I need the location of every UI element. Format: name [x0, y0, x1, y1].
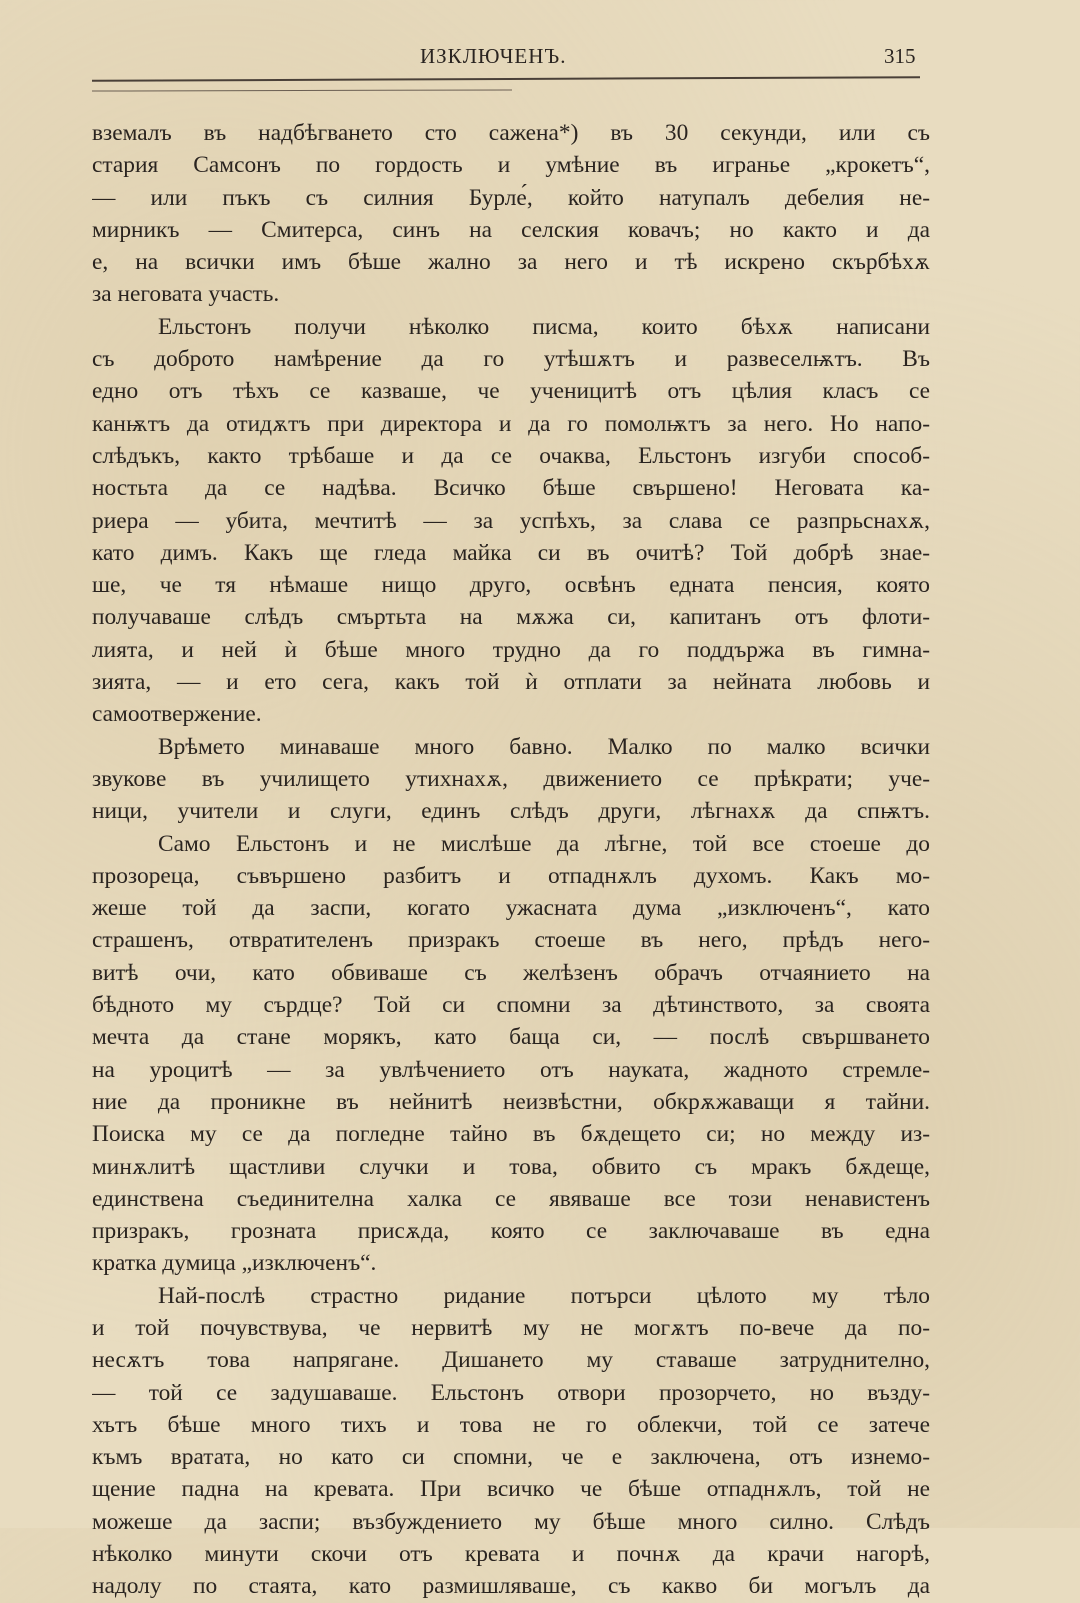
- text-line: бѣдното му сърдце? Той си спомни за дѣтинството, за своята: [92, 992, 930, 1019]
- text-line: като димъ. Какъ ще гледа майка си въ очитѣ? Той добрѣ знае-: [92, 539, 930, 566]
- text-line: мечта да стане морякъ, като баща си, — послѣ свършването: [92, 1024, 930, 1051]
- text-line: — или пъкъ съ силния Бурле́, който натупалъ дебелия не-: [92, 184, 930, 211]
- page-number: 315: [884, 44, 916, 68]
- text-line: ници, учители и слуги, единъ слѣдъ други, лѣгнахѫ да спѭтъ.: [92, 798, 930, 825]
- text-line: — той се задушаваше. Ельстонъ отвори прозорчето, но възду-: [92, 1379, 930, 1406]
- text-line: страшенъ, отвратителенъ призракъ стоеше въ него, прѣдъ него-: [92, 927, 930, 954]
- text-line: стария Самсонъ по гордость и умѣние въ игранье „крокетъ“,: [92, 152, 930, 179]
- text-line: вземалъ въ надбѣгването сто сажена*) въ 30 секунди, или съ: [92, 120, 930, 146]
- text-line: щение падна на кревата. При всичко че бѣше отпаднѫлъ, той не: [92, 1476, 930, 1503]
- text-line: призракъ, грозната присѫда, която се заключаваше въ една: [92, 1218, 930, 1245]
- text-line: звукове въ училището утихнахѫ, движението се прѣкрати; уче-: [92, 765, 930, 792]
- text-line: за неговата участь.: [92, 281, 280, 308]
- text-line: и той почувствува, че нервитѣ му не могѫтъ по-вече да по-: [92, 1314, 930, 1341]
- text-line: риера — убита, мечтитѣ — за успѣхъ, за слава се разпрьснахѫ,: [92, 507, 930, 534]
- text-line: е, на всички имъ бѣше жално за него и тѣ искрено скърбѣхѫ: [92, 249, 930, 276]
- text-line: надолу по стаята, като размишляваше, съ какво би могълъ да: [92, 1573, 930, 1600]
- text-line: прозореца, съвършено разбитъ и отпаднѫлъ духомъ. Какъ мо-: [92, 862, 930, 889]
- text-line: нѣколко минути скочи отъ кревата и почнѫ да крачи нагорѣ,: [92, 1541, 930, 1568]
- text-line: мирникъ — Смитерса, синъ на селския ковачъ; но както и да: [92, 216, 930, 243]
- text-line: получаваше слѣдъ смъртьта на мѫжа си, капитанъ отъ флоти-: [92, 604, 930, 631]
- text-line: лията, и ней ѝ бѣше много трудно да го поддържа въ гимна-: [92, 636, 930, 663]
- text-line: зията, — и ето сега, какъ той ѝ отплати за нейната любовь и: [92, 669, 930, 696]
- text-line: жеше той да заспи, когато ужасната дума „изключенъ“, като: [92, 895, 930, 922]
- header-rule-thin: [92, 89, 512, 91]
- body-text: [92, 117, 930, 1603]
- header-rule: [92, 76, 920, 82]
- text-line: самоотвержение.: [92, 701, 262, 728]
- text-line: Врѣмето минаваше много бавно. Малко по малко всички: [158, 733, 930, 760]
- text-line: Поиска му се да погледне тайно въ бѫдещето си; но между из-: [92, 1121, 930, 1148]
- running-header-title: ИЗКЛЮЧЕНЪ.: [420, 44, 567, 68]
- text-line: къмъ вратата, но като си спомни, че е заключена, отъ изнемо-: [92, 1444, 930, 1471]
- text-line: едно отъ тѣхъ се казваше, че ученицитѣ отъ цѣлия класъ се: [92, 378, 930, 405]
- text-line: Ельстонъ получи нѣколко писма, които бѣхѫ написани: [158, 313, 930, 340]
- text-line: Най-послѣ страстно ридание потърси цѣлото му тѣло: [158, 1282, 930, 1309]
- text-line: Само Ельстонъ и не мислѣше да лѣгне, той все стоеше до: [158, 830, 930, 857]
- text-line: хътъ бѣше много тихъ и това не го облекчи, той се затече: [92, 1411, 930, 1438]
- text-line: канѭтъ да отидѫтъ при директора и да го помолѭтъ за него. Но напо-: [92, 410, 930, 437]
- text-line: слѣдъкъ, както трѣбаше и да се очаква, Ельстонъ изгуби способ-: [92, 442, 930, 469]
- text-line: кратка думица „изключенъ“.: [92, 1250, 377, 1277]
- text-line: витѣ очи, като обвиваше съ желѣзенъ обрачъ отчаянието на: [92, 959, 930, 986]
- text-line: на уроцитѣ — за увлѣчението отъ науката, жадното стремле-: [92, 1056, 930, 1083]
- text-line: ние да проникне въ нейнитѣ неизвѣстни, обкрѫжаващи я тайни.: [92, 1088, 930, 1115]
- text-line: минѫлитѣ щастливи случки и това, обвито съ мракъ бѫдеще,: [92, 1153, 930, 1180]
- text-line: несѫтъ това напрягане. Дишането му ставаше затруднително,: [92, 1347, 930, 1374]
- text-line: ше, че тя нѣмаше нищо друго, освѣнъ едната пенсия, която: [92, 572, 930, 599]
- text-line: единствена съединителна халка се явяваше все този ненавистенъ: [92, 1185, 930, 1212]
- text-line: можеше да заспи; възбуждението му бѣше много силно. Слѣдъ: [92, 1508, 930, 1535]
- text-line: съ доброто намѣрение да го утѣшѫтъ и развеселѭтъ. Въ: [92, 346, 930, 373]
- text-line: ностьта да се надѣва. Всичко бѣше свършено! Неговата ка-: [92, 475, 930, 502]
